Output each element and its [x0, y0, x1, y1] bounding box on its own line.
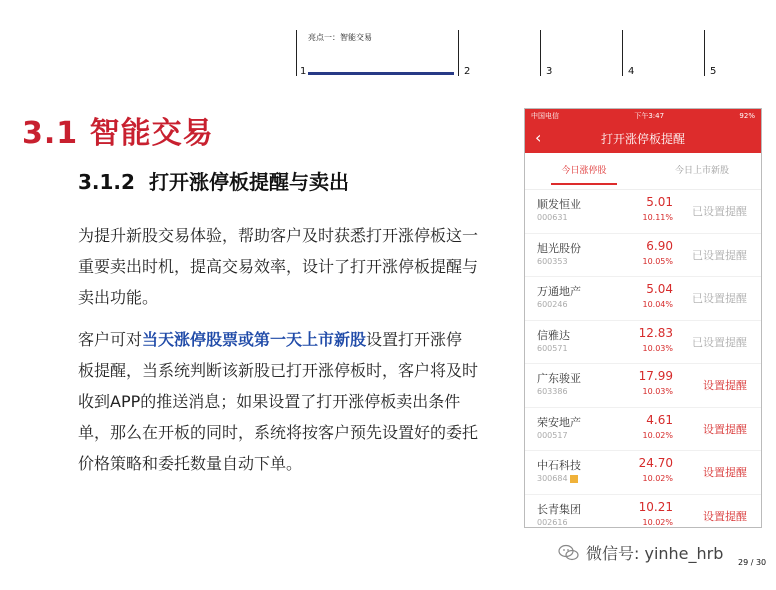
stock-code: [537, 257, 568, 266]
reminder-button[interactable]: 已设置提醒: [692, 335, 747, 349]
stock-price: 10.21: [638, 499, 673, 514]
stock-change: 10.02%: [642, 474, 673, 483]
tab-today-limit-up[interactable]: 今日涨停股: [525, 153, 643, 189]
intro-paragraph: 为提升新股交易体验，帮助客户及时获悉打开涨停板这一重要卖出时机，提高交易效率，设计了打开涨停板提醒与卖出功能。: [78, 226, 479, 307]
stock-change: 10.02%: [642, 430, 673, 440]
tab-today-new-listings[interactable]: 今日上市新股: [674, 166, 729, 176]
nav-tick-3: [540, 30, 541, 76]
wechat-icon: [558, 544, 580, 562]
stock-code-text: 600246: [537, 300, 568, 309]
stock-name: 顺发恒业: [537, 198, 581, 211]
stock-change: 10.04%: [642, 300, 673, 309]
reminder-button[interactable]: 已设置提醒: [692, 248, 747, 262]
stock-price: 6.90: [646, 238, 673, 253]
reminder-button[interactable]: 设置提醒: [703, 509, 747, 523]
nav-number-3[interactable]: 3: [546, 66, 553, 77]
nav-number-5[interactable]: 5: [710, 66, 717, 77]
status-time: 下午3:47: [634, 112, 665, 120]
reminder-button[interactable]: 设置提醒: [703, 466, 747, 479]
stock-name: 旭光股份: [537, 241, 581, 255]
reminder-button[interactable]: 设置提醒: [703, 422, 747, 436]
subsection-heading: 打开涨停板提醒与卖出: [148, 170, 349, 194]
stock-code-text: 600353: [537, 256, 568, 266]
nav-tick-5: [704, 30, 705, 76]
stock-price: 4.61: [646, 412, 673, 427]
nav-tick-2: [458, 30, 459, 76]
detail-prefix: 客户可对: [78, 330, 143, 349]
stock-name: 广东骏亚: [537, 372, 581, 385]
stock-code-text: 600571: [537, 343, 568, 353]
subsection-number: 3.1.2: [78, 170, 135, 194]
stock-code: [537, 518, 568, 527]
page-number: 29 / 30: [738, 558, 767, 567]
stock-price: 17.99: [638, 369, 673, 383]
stock-name: 信雅达: [537, 328, 570, 342]
stock-code-text: 000517: [537, 430, 568, 440]
detail-suffix: 设置打开涨停板提醒，当系统判断该新股已打开涨停板时，客户将及时收到APP的推送消息；如果设置了打开涨停板卖出条件单，那么在开板的同时，系统将按客户预先设置好的委托价格策略和委托数量自动下单。: [78, 330, 479, 473]
stock-row[interactable]: [525, 495, 761, 529]
phone-screenshot: [524, 108, 762, 528]
stock-code-text: 002616: [537, 517, 568, 527]
stock-price: 5.04: [646, 282, 673, 296]
stock-change: 10.11%: [642, 213, 673, 222]
stock-name: 万通地产: [537, 285, 581, 298]
nav-tick-1: [296, 30, 297, 76]
stock-code: [537, 213, 568, 222]
stock-code: [537, 344, 568, 353]
stock-change: 10.03%: [642, 343, 673, 353]
reminder-button[interactable]: 已设置提醒: [692, 292, 747, 305]
phone-title: 打开涨停板提醒: [600, 131, 685, 146]
stock-price: 24.70: [638, 456, 673, 470]
stock-list: [525, 190, 761, 528]
wechat-watermark: [558, 541, 723, 564]
stock-code: [537, 387, 568, 396]
section-title: 3.1 智能交易: [22, 116, 214, 151]
subsection-title: [78, 166, 363, 195]
reminder-button[interactable]: 设置提醒: [703, 379, 747, 392]
stock-code: [537, 474, 578, 483]
stock-name: 长青集团: [537, 502, 581, 516]
nav-number-1[interactable]: 1: [300, 66, 307, 77]
detail-paragraph: [78, 324, 478, 479]
new-badge-icon: [570, 475, 578, 483]
stock-row[interactable]: [525, 190, 761, 234]
stock-price: 12.83: [638, 325, 673, 340]
phone-status-bar: [525, 109, 761, 123]
stock-code-text: 300684: [537, 474, 568, 483]
stock-code: [537, 431, 568, 440]
stock-row[interactable]: [525, 321, 761, 365]
stock-row[interactable]: [525, 408, 761, 452]
stock-row[interactable]: [525, 364, 761, 408]
detail-highlight: 当天涨停股票或第一天上市新股: [142, 330, 367, 349]
back-icon[interactable]: ‹: [535, 128, 542, 147]
status-carrier: 中国电信: [531, 112, 559, 120]
phone-tabs: [525, 153, 761, 190]
nav-tick-4: [622, 30, 623, 76]
nav-section-label: 亮点一：智能交易: [308, 33, 372, 42]
stock-change: 10.03%: [642, 387, 673, 396]
stock-price: 5.01: [646, 195, 673, 209]
nav-number-4[interactable]: 4: [628, 66, 635, 77]
status-battery: 92%: [739, 112, 755, 120]
stock-name: 荣安地产: [537, 415, 581, 429]
stock-code-text: 000631: [537, 213, 568, 222]
stock-code: [537, 300, 568, 309]
stock-row[interactable]: [525, 277, 761, 321]
stock-name: 中石科技: [537, 459, 581, 472]
stock-row[interactable]: [525, 234, 761, 278]
nav-number-2[interactable]: 2: [464, 66, 471, 77]
stock-code-text: 603386: [537, 387, 568, 396]
nav-active-bar: [308, 72, 454, 75]
stock-change: 10.05%: [642, 256, 673, 266]
reminder-button[interactable]: 已设置提醒: [692, 205, 747, 218]
section-nav: [296, 30, 716, 78]
stock-row[interactable]: [525, 451, 761, 495]
stock-change: 10.02%: [642, 517, 673, 527]
phone-title-bar: [525, 123, 761, 153]
watermark-text: 微信号: yinhe_hrb: [586, 544, 724, 563]
